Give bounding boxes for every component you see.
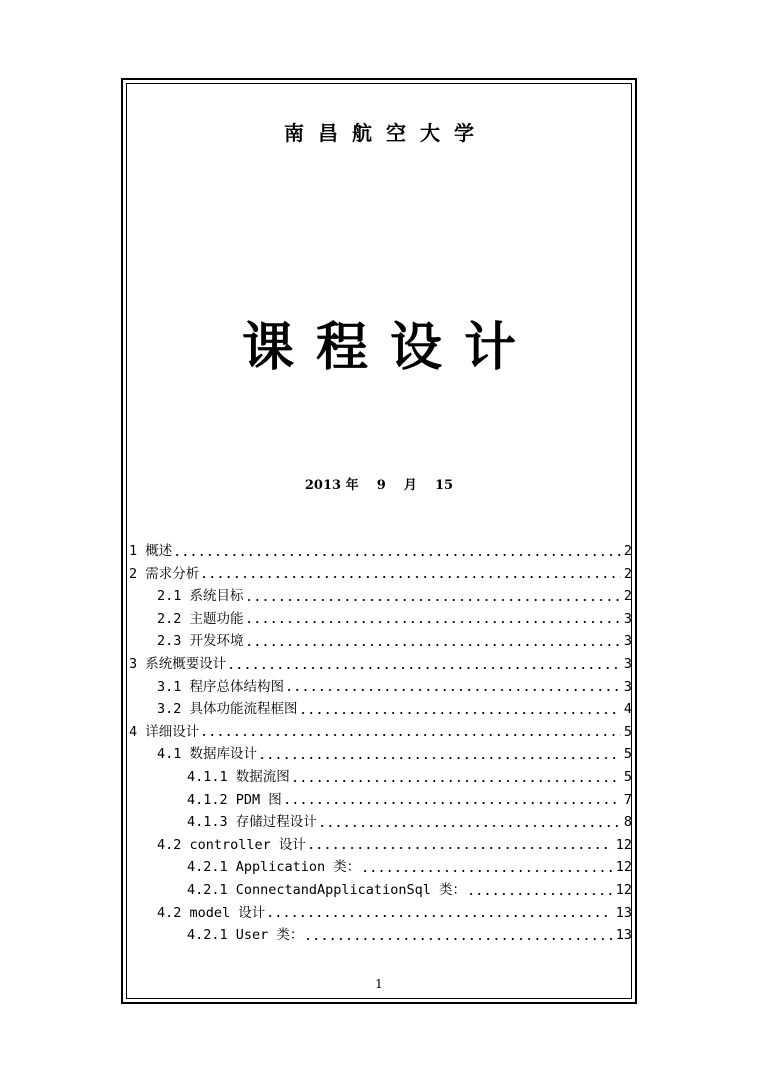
document-title: 课程设计 (241, 317, 538, 378)
toc-entry-page: 3 (623, 610, 632, 627)
cover-date (126, 474, 632, 493)
toc-entry-page: 12 (615, 836, 632, 853)
toc-entry-page: 8 (623, 814, 632, 831)
toc-entry-page: 3 (623, 633, 632, 650)
toc-entry[interactable] (129, 676, 632, 699)
toc-entry[interactable] (129, 630, 632, 653)
toc-leader-dots (291, 775, 621, 783)
toc-entry-label: 4.2.1 Application 类： (187, 859, 361, 876)
toc-leader-dots (258, 752, 621, 760)
toc-leader-dots (200, 729, 621, 737)
date-month: 9 (376, 478, 386, 493)
toc-entry-label: 3 系统概要设计 (129, 655, 227, 672)
toc-entry-page: 2 (623, 565, 632, 582)
toc-entry[interactable] (129, 924, 632, 947)
toc-entry[interactable] (129, 856, 632, 879)
toc-leader-dots (200, 571, 621, 579)
toc-entry-page: 13 (615, 927, 632, 944)
toc-entry-label: 4.2.1 User 类： (187, 927, 304, 944)
toc-entry-page: 12 (615, 859, 632, 876)
toc-leader-dots (283, 797, 621, 805)
toc-leader-dots (245, 594, 621, 602)
toc-leader-dots (285, 684, 621, 692)
toc-entry-label: 4.1.2 PDM 图 (187, 791, 282, 808)
toc-entry-label: 1 概述 (129, 543, 173, 559)
toc-entry-page: 3 (623, 678, 632, 695)
toc-entry-page: 5 (623, 746, 632, 763)
date-month-unit: 月 (403, 478, 417, 493)
date-day: 15 (435, 478, 454, 493)
toc-leader-dots (299, 707, 621, 715)
toc-entry-label: 2.1 系统目标 (157, 588, 244, 605)
toc-entry-page: 2 (623, 588, 632, 605)
toc-entry-label: 3.1 程序总体结构图 (157, 678, 285, 695)
toc-leader-dots (361, 865, 612, 873)
toc-entry-label: 4.1.1 数据流图 (187, 768, 290, 785)
toc-entry-page: 5 (623, 768, 632, 785)
toc-entry-page: 2 (623, 543, 632, 559)
toc-entry-label: 4.2.1 ConnectandApplicationSql 类： (187, 881, 466, 898)
toc-entry[interactable] (129, 698, 632, 721)
toc-entry[interactable] (129, 540, 632, 563)
toc-entry-page: 7 (623, 791, 632, 808)
toc-entry[interactable] (129, 585, 632, 608)
toc-entry[interactable] (129, 811, 632, 834)
toc-entry[interactable] (129, 743, 632, 766)
date-year-unit: 年 (345, 478, 359, 493)
toc-leader-dots (227, 662, 621, 670)
university-name: 南昌航空大学 (284, 121, 488, 145)
toc-entry-label: 4 详细设计 (129, 723, 200, 740)
toc-entry-label: 2.3 开发环境 (157, 633, 244, 650)
toc-entry-label: 2 需求分析 (129, 565, 200, 582)
date-year: 2013 (304, 478, 342, 493)
toc-leader-dots (245, 616, 621, 624)
table-of-contents (129, 540, 632, 947)
toc-leader-dots (467, 888, 613, 896)
toc-entry-page: 12 (615, 881, 632, 898)
toc-entry[interactable] (129, 653, 632, 676)
toc-entry-page: 4 (623, 701, 632, 718)
toc-entry[interactable] (129, 563, 632, 586)
toc-entry-label: 4.2 controller 设计 (157, 836, 306, 853)
toc-entry-label: 4.1.3 存储过程设计 (187, 814, 317, 831)
toc-entry[interactable] (129, 879, 632, 902)
toc-leader-dots (307, 842, 613, 850)
toc-entry[interactable] (129, 902, 632, 925)
toc-entry[interactable] (129, 766, 632, 789)
toc-leader-dots (318, 820, 621, 828)
toc-entry-label: 2.2 主题功能 (157, 610, 244, 627)
toc-leader-dots (304, 933, 612, 941)
toc-entry[interactable] (129, 608, 632, 631)
toc-leader-dots (245, 639, 621, 647)
toc-entry-page: 5 (623, 723, 632, 740)
toc-entry[interactable] (129, 721, 632, 744)
toc-entry[interactable] (129, 834, 632, 857)
toc-leader-dots (173, 549, 621, 557)
toc-entry-label: 4.1 数据库设计 (157, 746, 258, 763)
toc-entry-page: 3 (623, 655, 632, 672)
toc-leader-dots (266, 910, 612, 918)
toc-entry-label: 4.2 model 设计 (157, 904, 266, 921)
toc-entry-label: 3.2 具体功能流程框图 (157, 701, 298, 718)
page-number: 1 (375, 977, 383, 991)
toc-entry-page: 13 (615, 904, 632, 921)
toc-entry[interactable] (129, 789, 632, 812)
